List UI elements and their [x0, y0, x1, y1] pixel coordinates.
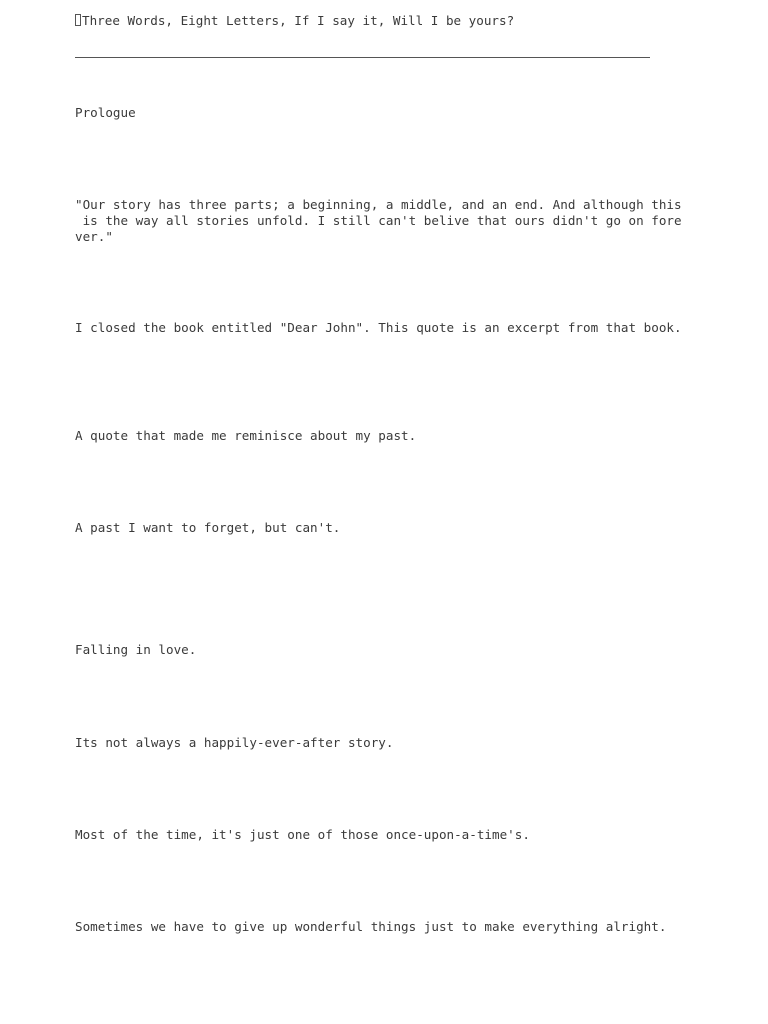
- paragraph-once-upon: Most of the time, it's just one of those once-upon-a-time's.: [75, 827, 530, 842]
- quote-line-3: ver.": [75, 229, 113, 244]
- document-title: Three Words, Eight Letters, If I say it, Will I be yours?: [82, 13, 515, 28]
- quote-line-1: "Our story has three parts; a beginning, a middle, and an end. And although this: [75, 197, 682, 212]
- paragraph-book-closed: I closed the book entitled "Dear John". This quote is an excerpt from that book.: [75, 320, 682, 335]
- quote-line-2: is the way all stories unfold. I still can't belive that ours didn't go on fore: [75, 213, 682, 228]
- prologue-heading: Prologue: [75, 105, 136, 120]
- paragraph-not-always: Its not always a happily-ever-after story.: [75, 735, 394, 750]
- missing-glyph-icon: [75, 14, 81, 26]
- paragraph-past: A past I want to forget, but can't.: [75, 520, 341, 535]
- paragraph-give-up: Sometimes we have to give up wonderful things just to make everything alright.: [75, 919, 667, 934]
- paragraph-falling-in-love: Falling in love.: [75, 642, 197, 657]
- title-underline: [75, 57, 650, 58]
- paragraph-reminisce: A quote that made me reminisce about my past.: [75, 428, 417, 443]
- document-title-line: [75, 13, 514, 29]
